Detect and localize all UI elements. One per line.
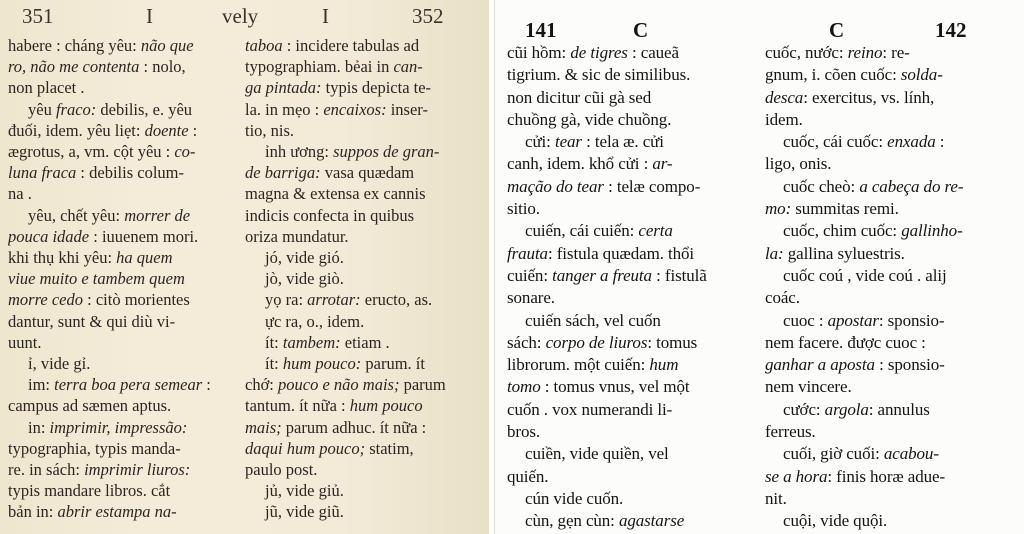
entry-text: idem.	[765, 109, 803, 129]
entry-text: cún vide cuốn.	[525, 488, 624, 508]
text-line	[245, 395, 483, 416]
entry-text: : sponsio-	[874, 355, 945, 375]
entry-text: jủ, vide giủ.	[265, 481, 344, 501]
text-line	[765, 87, 1017, 109]
portuguese-gloss: co-	[174, 142, 196, 162]
portuguese-gloss: certa	[638, 221, 673, 241]
entry-text: sonare.	[507, 288, 555, 308]
text-line	[8, 289, 238, 310]
entry-text: campus ad sæmen aptus.	[8, 396, 172, 416]
portuguese-gloss: agastarse	[618, 511, 685, 531]
text-line	[8, 56, 238, 77]
entry-text: re. in sách:	[8, 460, 85, 480]
entry-text: cũi hồm:	[507, 43, 571, 62]
entry-text: : telæ compo-	[603, 176, 701, 196]
portuguese-gloss: encaixos:	[323, 99, 387, 119]
entry-text: jó, vide gió.	[265, 248, 344, 268]
portuguese-gloss: suppos de gran-	[333, 142, 440, 162]
entry-text: cuốn . vox numerandi li-	[507, 399, 673, 419]
entry-text: tigrium. & sic de similibus.	[507, 65, 691, 85]
portuguese-gloss: tomo	[507, 377, 541, 397]
entry-start-line	[507, 488, 755, 510]
portuguese-gloss: corpo de liuros	[545, 332, 648, 352]
entry-start-line	[245, 501, 483, 522]
entry-start-line	[245, 332, 483, 353]
portuguese-gloss: terra boa pera semear	[54, 375, 203, 395]
entry-start-line	[8, 417, 238, 438]
text-line	[245, 374, 483, 395]
entry-text: : caueã	[627, 43, 679, 62]
entry-text: gnum, i. cõen cuốc:	[765, 65, 901, 85]
entry-text: eructo, as.	[360, 290, 433, 310]
entry-text: yêu	[28, 99, 56, 119]
portuguese-gloss: arrotar:	[307, 290, 361, 310]
text-line	[765, 376, 1017, 398]
section-letter-left: I	[146, 4, 153, 28]
text-line	[8, 395, 238, 416]
entry-text: khi thụ khi yêu:	[8, 248, 117, 268]
text-line	[507, 354, 755, 376]
entry-text: coác.	[765, 288, 800, 308]
entry-text: đuối, idem. yêu liẹt:	[8, 120, 145, 140]
entry-start-line	[765, 131, 1017, 153]
portuguese-gloss: não que	[140, 36, 194, 55]
portuguese-gloss: mais;	[245, 417, 282, 437]
text-line	[507, 287, 755, 309]
entry-text: jũ, vide giũ.	[265, 502, 344, 522]
text-line	[245, 77, 483, 98]
portuguese-gloss: ganhar a aposta	[765, 355, 875, 375]
text-line	[507, 243, 755, 265]
entry-text: oriza mundatur.	[245, 226, 349, 246]
text-line	[8, 480, 238, 501]
entry-start-line	[245, 289, 483, 310]
left-page-spread	[0, 0, 489, 534]
entry-text: : tomus vnus, vel một	[540, 377, 690, 397]
portuguese-gloss: hum	[649, 355, 679, 375]
entry-text: cuốc, chim cuốc:	[783, 221, 902, 241]
text-line	[8, 268, 238, 289]
entry-text: cuốc, cái cuốc:	[783, 132, 888, 152]
entry-text: ít:	[265, 354, 283, 374]
entry-text: sách:	[507, 332, 546, 352]
entry-start-line	[765, 265, 1017, 287]
section-letter-right: C	[829, 18, 845, 42]
entry-start-line	[8, 353, 238, 374]
portuguese-gloss: imprimir, impressão:	[49, 417, 188, 437]
entry-text: tantum. ít nữa :	[245, 396, 350, 416]
text-line	[765, 42, 1017, 64]
portuguese-gloss: de barriga:	[245, 163, 321, 183]
portuguese-gloss: daqui hum pouco;	[245, 438, 366, 458]
text-line	[245, 99, 483, 120]
entry-text: non placet .	[8, 78, 85, 98]
text-line	[507, 42, 755, 64]
dictionary-column-right	[765, 42, 1017, 533]
dictionary-column-left	[507, 42, 755, 533]
portuguese-gloss: desca	[765, 87, 804, 107]
entry-text: etiam .	[340, 332, 390, 352]
portuguese-gloss: ar-	[652, 154, 673, 174]
entry-text: :	[202, 375, 211, 395]
portuguese-gloss: hum pouco	[349, 396, 423, 416]
portuguese-gloss: fraco:	[55, 99, 97, 119]
text-line	[765, 287, 1017, 309]
portuguese-gloss: argola	[824, 399, 869, 419]
portuguese-gloss: imprimir liuros:	[84, 460, 191, 480]
entry-text: typographiam. bẻai in	[245, 57, 394, 77]
section-letter-right: I	[322, 4, 329, 28]
entry-start-line	[765, 443, 1017, 465]
entry-text: bản in:	[8, 502, 58, 522]
entry-text: indicis confecta in quibus	[245, 205, 415, 225]
entry-text: ỉ, vide gỉ.	[28, 354, 91, 374]
entry-text: tio, nis.	[245, 120, 295, 140]
entry-text: gallina syluestris.	[783, 243, 905, 263]
entry-start-line	[245, 480, 483, 501]
text-line	[8, 162, 238, 183]
entry-text: cuiến:	[507, 265, 553, 285]
entry-text: nem facere. được cuoc :	[765, 332, 926, 352]
entry-text: cước:	[783, 399, 825, 419]
entry-text: : fistula quædam. thổi	[547, 243, 695, 263]
portuguese-gloss: tanger a freuta	[552, 265, 652, 285]
entry-text: nit.	[765, 488, 787, 508]
entry-text: ægrotus, a, vm. cột yêu :	[8, 142, 175, 162]
entry-text: : re-	[882, 43, 910, 62]
text-line	[765, 198, 1017, 220]
portuguese-gloss: gallinho-	[901, 221, 963, 241]
text-line	[8, 311, 238, 332]
entry-text: cuối, giờ cuối:	[783, 444, 884, 464]
text-line	[507, 198, 755, 220]
text-line	[8, 332, 238, 353]
entry-text: : sponsio-	[878, 310, 945, 330]
entry-text: parum adhuc. ít nữa :	[281, 417, 427, 437]
entry-text: chuồng gà, vide chuồng.	[507, 109, 672, 129]
portuguese-gloss: morre cedo	[8, 290, 83, 310]
text-line	[8, 247, 238, 268]
text-line	[245, 459, 483, 480]
text-line	[8, 226, 238, 247]
section-letter-left: C	[633, 18, 649, 42]
page-number-left: 351	[22, 4, 54, 28]
dictionary-column-left	[8, 35, 238, 523]
entry-start-line	[8, 374, 238, 395]
entry-text: : tela æ. cửi	[581, 132, 664, 152]
entry-text: ỉnh ương:	[265, 142, 334, 162]
entry-start-line	[507, 310, 755, 332]
text-line	[8, 183, 238, 204]
text-line	[765, 354, 1017, 376]
text-line	[507, 265, 755, 287]
portuguese-gloss: tambem:	[282, 332, 341, 352]
entry-text: : exercitus, vs. lính,	[803, 87, 935, 107]
portuguese-gloss: reino	[847, 43, 883, 62]
entry-text: : nolo,	[139, 57, 186, 77]
portuguese-gloss: enxada	[887, 132, 936, 152]
entry-text: librorum. một cuiến:	[507, 355, 650, 375]
text-line	[507, 109, 755, 131]
entry-text: ferreus.	[765, 422, 816, 442]
entry-text: : tomus	[647, 332, 698, 352]
text-line	[8, 35, 238, 56]
entry-start-line	[245, 247, 483, 268]
entry-text: cuiền, vide quiền, vel	[525, 444, 669, 464]
entry-text: : debilis colum-	[76, 163, 184, 183]
portuguese-gloss: apostar	[827, 310, 879, 330]
entry-text: nem vincere.	[765, 377, 852, 397]
text-line	[245, 226, 483, 247]
text-line	[507, 376, 755, 398]
portuguese-gloss: can-	[393, 57, 423, 77]
entry-text: cuội, vide quội.	[783, 511, 888, 531]
entry-text: : iuuenem mori.	[89, 226, 199, 246]
text-line	[245, 162, 483, 183]
text-line	[765, 466, 1017, 488]
entry-text: uunt.	[8, 332, 42, 352]
entry-text: typographia, typis manda-	[8, 438, 181, 458]
text-line	[8, 120, 238, 141]
text-line	[245, 35, 483, 56]
entry-text: yêu, chết yêu:	[28, 205, 125, 225]
text-line	[507, 399, 755, 421]
entry-start-line	[8, 205, 238, 226]
entry-text: cuốc cheò:	[783, 176, 860, 196]
portuguese-gloss: viue muito e tambem quem	[8, 269, 185, 289]
text-line	[507, 176, 755, 198]
entry-text: typis depicta te-	[321, 78, 432, 98]
entry-text: cùn, gẹn cùn:	[525, 511, 619, 531]
entry-text: ít:	[265, 332, 283, 352]
portuguese-gloss: hum pouco:	[282, 354, 362, 374]
text-line	[245, 205, 483, 226]
text-line	[507, 153, 755, 175]
entry-text: debilis, e. yêu	[96, 99, 193, 119]
portuguese-gloss: a cabeça do re-	[859, 176, 964, 196]
text-line	[765, 243, 1017, 265]
portuguese-gloss: se a hora	[765, 466, 828, 486]
entry-text: cửi:	[525, 132, 555, 152]
portuguese-gloss: abrir estampa na-	[57, 502, 177, 522]
entry-text: la. in mẹo :	[245, 99, 324, 119]
text-line	[507, 87, 755, 109]
entry-text: chớ:	[245, 375, 279, 395]
portuguese-gloss: de tigres	[570, 43, 628, 62]
entry-text: paulo post.	[245, 460, 318, 480]
portuguese-gloss: ga pintada:	[245, 78, 322, 98]
text-line	[8, 501, 238, 522]
entry-text: statim,	[365, 438, 414, 458]
entry-text: canh, idem. khổ cửi :	[507, 154, 653, 174]
entry-start-line	[507, 443, 755, 465]
entry-text: cuiến sách, vel cuốn	[525, 310, 661, 330]
dictionary-column-right	[245, 35, 483, 523]
portuguese-gloss: frauta	[507, 243, 548, 263]
entry-text: bros.	[507, 422, 541, 442]
entry-text: parum. ít	[361, 354, 425, 374]
entry-text: non dicitur cũi gà sed	[507, 87, 652, 107]
text-line	[765, 153, 1017, 175]
entry-text: na .	[8, 184, 32, 204]
portuguese-gloss: ro, não me contenta	[8, 57, 140, 77]
portuguese-gloss: tear	[554, 132, 582, 152]
portuguese-gloss: pouca idade	[8, 226, 90, 246]
entry-text: yọ ra:	[265, 290, 308, 310]
portuguese-gloss: morrer de	[124, 205, 191, 225]
text-line	[8, 438, 238, 459]
entry-start-line	[765, 399, 1017, 421]
entry-start-line	[245, 141, 483, 162]
entry-text: quiến.	[507, 466, 549, 486]
text-line	[507, 421, 755, 443]
text-line	[245, 183, 483, 204]
entry-start-line	[245, 311, 483, 332]
portuguese-gloss: mo:	[765, 199, 792, 219]
text-line	[245, 417, 483, 438]
text-line	[507, 466, 755, 488]
text-line	[765, 64, 1017, 86]
portuguese-gloss: la:	[765, 243, 784, 263]
entry-text: cuiến, cái cuiến:	[525, 221, 639, 241]
entry-text: ligo, onis.	[765, 154, 832, 174]
portuguese-gloss: taboa	[245, 36, 283, 55]
entry-text: : annulus	[868, 399, 930, 419]
entry-start-line	[765, 310, 1017, 332]
portuguese-gloss: pouco e não mais;	[278, 375, 400, 395]
entry-text: summitas remi.	[791, 199, 899, 219]
text-line	[245, 120, 483, 141]
entry-text: habere : cháng yêu:	[8, 36, 141, 55]
portuguese-gloss: mação do tear	[507, 176, 604, 196]
portuguese-gloss: doente	[144, 120, 189, 140]
entry-text: :	[935, 132, 945, 152]
text-line	[8, 77, 238, 98]
entry-text: jò, vide giò.	[265, 269, 344, 289]
text-line	[507, 332, 755, 354]
entry-text: im:	[28, 375, 55, 395]
entry-text: in:	[28, 417, 50, 437]
entry-start-line	[507, 220, 755, 242]
text-line	[507, 64, 755, 86]
entry-start-line	[245, 268, 483, 289]
entry-start-line	[245, 353, 483, 374]
portuguese-gloss: solda-	[900, 65, 943, 85]
text-line	[245, 56, 483, 77]
page-number-right: 142	[935, 18, 967, 42]
entry-text: inser-	[386, 99, 428, 119]
text-line	[245, 438, 483, 459]
entry-start-line	[765, 220, 1017, 242]
entry-text: : incidere tabulas ad	[282, 36, 420, 55]
entry-start-line	[507, 510, 755, 532]
entry-text: dantur, sunt & qui diù vi-	[8, 311, 176, 331]
page-number-right: 352	[412, 4, 444, 28]
entry-start-line	[765, 510, 1017, 532]
entry-text: typis mandare libros. cắt	[8, 481, 171, 501]
entry-text: cuốc coú , vide coú . alij	[783, 265, 947, 285]
entry-text: : fistulã	[651, 265, 707, 285]
entry-text: vasa quædam	[320, 163, 415, 183]
portuguese-gloss: ha quem	[116, 248, 173, 268]
entry-text: cuoc :	[783, 310, 828, 330]
text-line	[765, 421, 1017, 443]
text-line	[765, 488, 1017, 510]
entry-start-line	[507, 131, 755, 153]
page-number-left: 141	[525, 18, 557, 42]
running-head: vely	[222, 4, 259, 28]
entry-start-line	[765, 176, 1017, 198]
entry-start-line	[8, 99, 238, 120]
entry-text: sitio.	[507, 199, 540, 219]
entry-text: magna & extensa ex cannis	[245, 184, 426, 204]
text-line	[8, 459, 238, 480]
right-page-spread	[494, 0, 1024, 534]
entry-text: ực ra, o., idem.	[265, 311, 365, 331]
portuguese-gloss: acabou-	[883, 444, 939, 464]
entry-text: : finis horæ adue-	[827, 466, 946, 486]
text-line	[8, 141, 238, 162]
entry-text: cuốc, nước:	[765, 43, 848, 62]
text-line	[765, 109, 1017, 131]
text-line	[765, 332, 1017, 354]
entry-text: :	[188, 120, 198, 140]
entry-text: : citò morientes	[83, 290, 190, 310]
entry-text: parum	[399, 375, 446, 395]
portuguese-gloss: luna fraca	[8, 163, 77, 183]
